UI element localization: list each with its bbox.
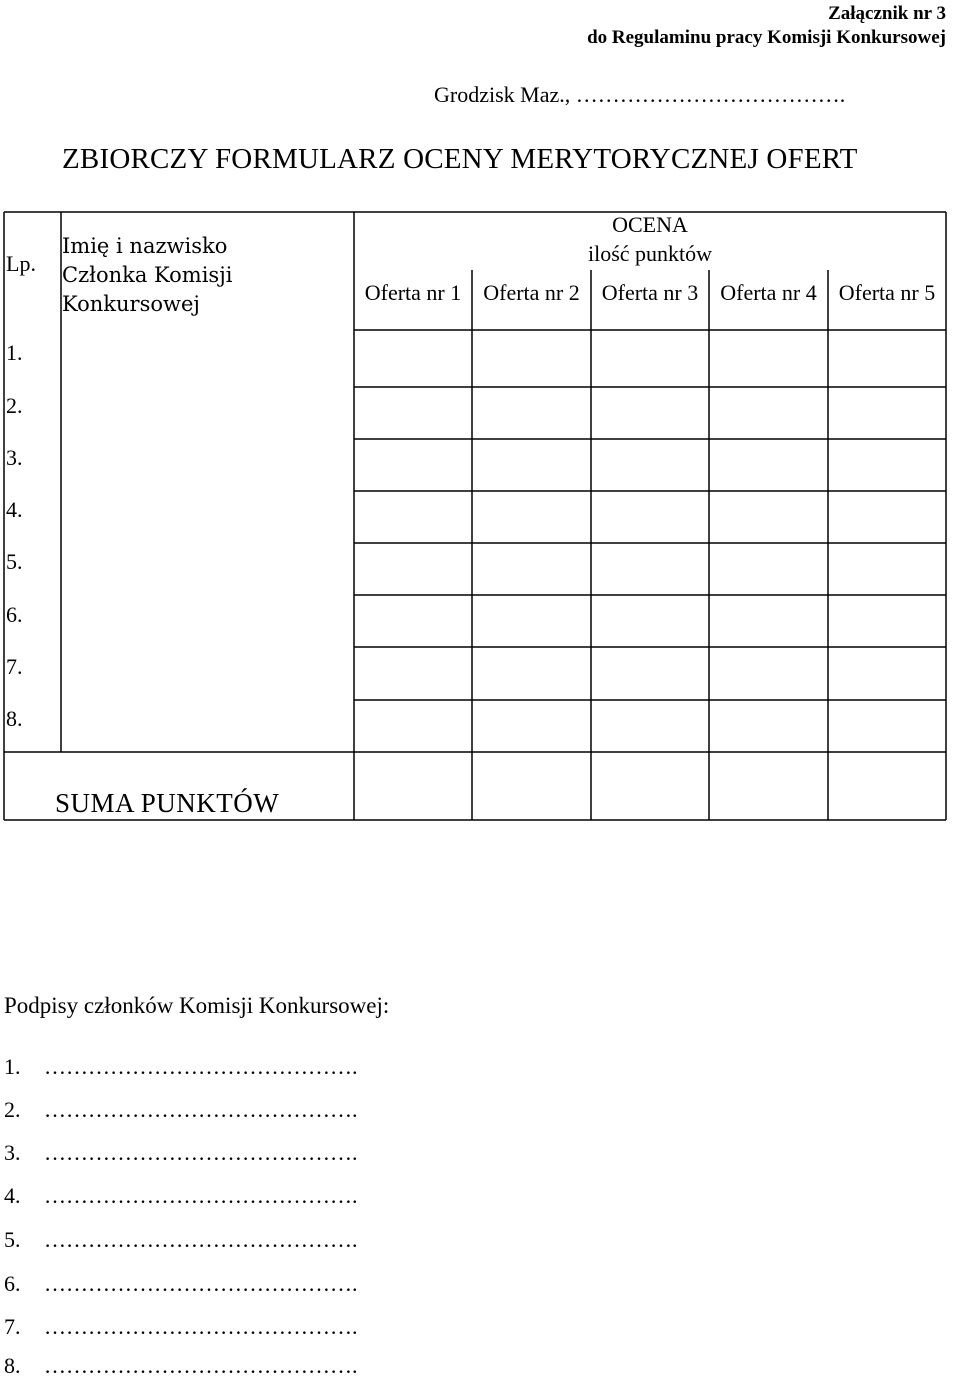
signature-number: 7. bbox=[4, 1314, 21, 1339]
signatures-title: Podpisy członków Komisji Konkursowej: bbox=[4, 993, 390, 1018]
table-row-number: 4. bbox=[6, 497, 23, 522]
offer-header-5: Oferta nr 5 bbox=[838, 280, 936, 305]
attachment-reference: do Regulaminu pracy Komisji Konkursowej bbox=[587, 27, 946, 48]
signature-line bbox=[4, 1353, 358, 1379]
signature-line bbox=[4, 1227, 358, 1253]
signature-placeholder: ……………………………………. bbox=[44, 1054, 358, 1079]
offer-header-2: Oferta nr 2 bbox=[483, 280, 580, 305]
member-name-header-line: Imię i nazwisko bbox=[62, 234, 228, 258]
attachment-number: Załącznik nr 3 bbox=[828, 3, 946, 24]
table-row-number: 2. bbox=[6, 393, 23, 418]
column-header-ocena: OCENA bbox=[612, 212, 688, 237]
signature-line bbox=[4, 1314, 358, 1340]
signature-line bbox=[4, 1140, 358, 1166]
signature-placeholder: ……………………………………. bbox=[44, 1140, 358, 1165]
signature-placeholder: ……………………………………. bbox=[44, 1314, 358, 1339]
signature-line bbox=[4, 1054, 358, 1080]
table-row-number: 8. bbox=[6, 706, 23, 731]
signature-number: 2. bbox=[4, 1097, 21, 1122]
place-date-field: Grodzisk Maz., ………………………………. bbox=[434, 82, 846, 107]
column-header-lp: Lp. bbox=[6, 251, 36, 276]
member-name-header-line: Konkursowej bbox=[62, 292, 200, 316]
signature-number: 8. bbox=[4, 1353, 21, 1378]
signature-placeholder: ……………………………………. bbox=[44, 1353, 358, 1378]
offer-header-1: Oferta nr 1 bbox=[364, 280, 462, 305]
table-row-number: 3. bbox=[6, 445, 23, 470]
signature-placeholder: ……………………………………. bbox=[44, 1271, 358, 1296]
signature-number: 6. bbox=[4, 1271, 21, 1296]
column-header-points: ilość punktów bbox=[587, 241, 713, 266]
signature-line bbox=[4, 1183, 358, 1209]
table-row-number: 1. bbox=[6, 340, 23, 365]
signature-number: 1. bbox=[4, 1054, 21, 1079]
column-header-member-name bbox=[62, 232, 232, 319]
document-title: ZBIORCZY FORMULARZ OCENY MERYTORYCZNEJ OFERT bbox=[62, 143, 858, 175]
offer-header-4: Oferta nr 4 bbox=[720, 280, 817, 305]
signature-number: 3. bbox=[4, 1140, 21, 1165]
signature-placeholder: ……………………………………. bbox=[44, 1097, 358, 1122]
signature-line bbox=[4, 1097, 358, 1123]
signature-number: 5. bbox=[4, 1227, 21, 1252]
table-row-number: 5. bbox=[6, 549, 23, 574]
signature-placeholder: ……………………………………. bbox=[44, 1227, 358, 1252]
table-row-number: 6. bbox=[6, 602, 23, 627]
attachment-header bbox=[587, 2, 946, 50]
member-name-header-line: Członka Komisji bbox=[62, 263, 233, 287]
signature-number: 4. bbox=[4, 1183, 21, 1208]
offer-header-3: Oferta nr 3 bbox=[601, 280, 699, 305]
signature-line bbox=[4, 1271, 358, 1297]
table-row-number: 7. bbox=[6, 654, 23, 679]
sum-points-label: SUMA PUNKTÓW bbox=[55, 788, 280, 818]
signature-placeholder: ……………………………………. bbox=[44, 1183, 358, 1208]
